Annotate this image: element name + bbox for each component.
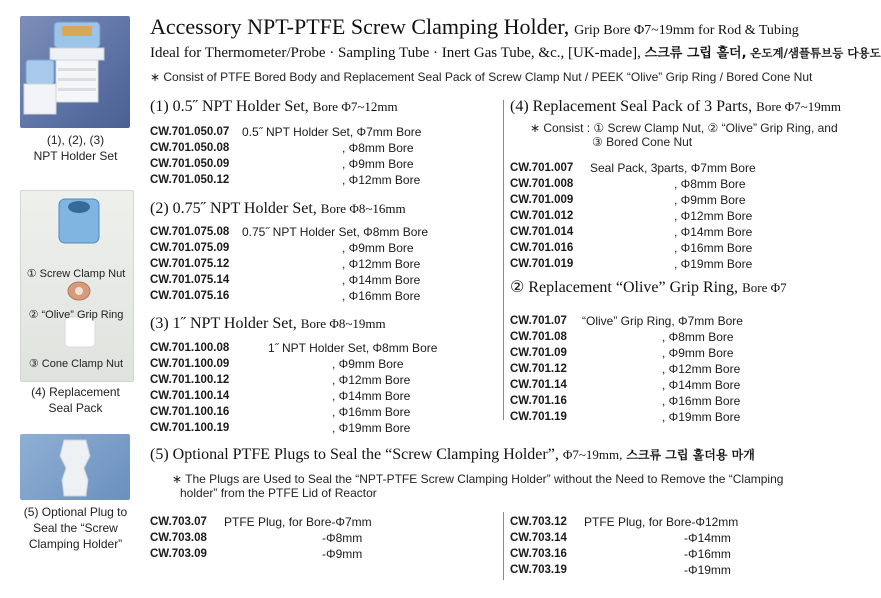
subtitle-line [150, 42, 881, 62]
section2-title: (2) 0.75˝ NPT Holder Set, Bore Φ8~16mm [150, 200, 406, 217]
column-divider-bottom [503, 512, 504, 580]
consist-note: ∗ Consist of PTFE Bored Body and Replacement Seal Pack of Screw Clamp Nut / PEEK “Olive” Grip Ring / Bored Cone Nut [150, 70, 813, 84]
section4b-title: ② Replacement “Olive” Grip Ring, Bore Φ7 [510, 279, 787, 296]
section3-title: (3) 1˝ NPT Holder Set, Bore Φ8~19mm [150, 315, 386, 332]
seal-pack-photo [20, 190, 134, 382]
caption-screw-clamp-nut: ① Screw Clamp Nut [26, 268, 126, 280]
section5-note: ∗ The Plugs are Used to Seal the “NPT-PTFE Screw Clamping Holder” without the Need to Remove the “Clamping holder” from the PTFE Lid of Reactor [172, 472, 784, 500]
plug-photo [20, 434, 130, 500]
title-sub: Grip Bore Φ7~19mm for Rod & Tubing [574, 23, 799, 38]
title-main: Accessory NPT-PTFE Screw Clamping Holder, [150, 14, 570, 39]
column-divider [503, 100, 504, 420]
plug-illustration [20, 434, 130, 500]
subtitle-korean-2: 온도계/샘플튜브등 다용도 [750, 46, 881, 60]
caption-holder-set: (1), (2), (3) NPT Holder Set [33, 133, 118, 163]
caption-replacement: (4) Replacement Seal Pack [31, 385, 120, 415]
section4-title: (4) Replacement Seal Pack of 3 Parts, Bore Φ7~19mm [510, 98, 841, 115]
caption-olive-grip-ring: ② “Olive” Grip Ring [28, 309, 124, 321]
holder-set-illustration [20, 16, 130, 128]
subtitle-korean: 스크류 그립 홀더, [644, 46, 747, 61]
section1-title: (1) 0.5˝ NPT Holder Set, Bore Φ7~12mm [150, 98, 398, 115]
page-title [150, 14, 799, 40]
caption-plug: (5) Optional Plug to Seal the “Screw Clamping Holder” [23, 505, 128, 551]
caption-cone-clamp-nut: ③ Cone Clamp Nut [28, 358, 124, 370]
npt-holder-set-photo [20, 16, 130, 128]
section5-title: (5) Optional PTFE Plugs to Seal the “Screw Clamping Holder”, Φ7~19mm, 스크류 그립 홀더용 마개 [150, 446, 755, 463]
section4-consist: ∗ Consist : ① Screw Clamp Nut, ② “Olive” Grip Ring, and ③ Bored Cone Nut [530, 121, 838, 149]
seal-pack-illustration [21, 191, 133, 381]
subtitle-text: Ideal for Thermometer/Probe · Sampling Tube · Inert Gas Tube, &c., [UK-made], [150, 45, 641, 61]
